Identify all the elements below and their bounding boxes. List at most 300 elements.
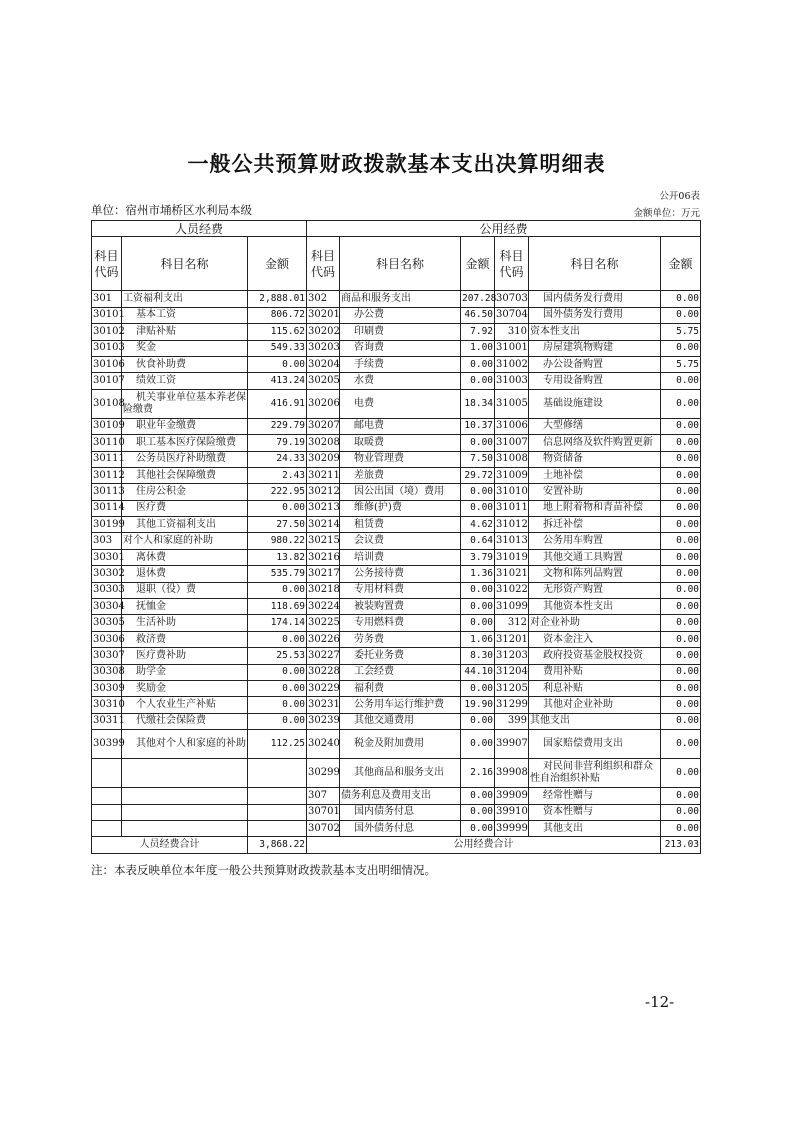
personnel-code: 30311 [92,713,122,729]
public-code: 30215 [307,533,340,549]
personnel-amount: 174.14 [248,615,307,631]
personnel-amount: 118.69 [248,599,307,615]
public-code: 310 [495,324,529,340]
public-amount: 0.00 [661,307,701,323]
header-amount: 金额 [661,237,701,291]
public-amount: 46.50 [461,307,495,323]
public-total-amount: 213.03 [661,837,701,854]
personnel-amount: 535.79 [248,566,307,582]
personnel-amount: 25.53 [248,648,307,664]
public-code: 30202 [307,324,340,340]
public-code: 31008 [495,451,529,467]
public-amount: 1.00 [461,340,495,356]
personnel-amount: 0.00 [248,631,307,647]
public-name: 工会经费 [340,664,461,680]
header-code: 科目代码 [92,237,122,291]
public-name: 劳务费 [340,631,461,647]
public-code: 399 [495,713,529,729]
public-amount: 18.34 [461,389,495,418]
public-code: 30228 [307,664,340,680]
totals-row [92,837,701,854]
public-name: 无形资产购置 [529,582,661,598]
public-code: 31203 [495,648,529,664]
personnel-total-label: 人员经费合计 [92,837,248,854]
public-name: 取暖费 [340,435,461,451]
table-row [92,697,701,713]
public-amount: 0.00 [461,484,495,500]
public-amount: 0.00 [661,435,701,451]
public-amount: 5.75 [661,324,701,340]
personnel-code: 30399 [92,730,122,759]
public-amount: 29.72 [461,467,495,483]
public-amount: 2.16 [461,759,495,788]
header-name: 科目名称 [122,237,248,291]
public-name: 土地补偿 [529,467,661,483]
personnel-amount: 0.00 [248,680,307,696]
personnel-name: 退休费 [122,566,248,582]
public-code: 312 [495,615,529,631]
personnel-amount: 79.19 [248,435,307,451]
public-code: 30240 [307,730,340,759]
public-name: 文物和陈列品购置 [529,566,661,582]
public-amount: 1.36 [461,566,495,582]
public-code: 31201 [495,631,529,647]
public-name: 国外债务付息 [340,820,461,836]
public-name: 资本性支出 [529,324,661,340]
public-name: 大型修缮 [529,418,661,434]
public-code: 30208 [307,435,340,451]
table-row [92,582,701,598]
public-amount: 0.00 [661,291,701,307]
public-amount: 0.00 [661,697,701,713]
public-name: 会议费 [340,533,461,549]
public-name: 印刷费 [340,324,461,340]
header-amount: 金额 [461,237,495,291]
public-name: 办公设备购置 [529,356,661,372]
public-code: 31011 [495,500,529,516]
public-amount: 0.00 [461,713,495,729]
public-code: 30227 [307,648,340,664]
public-name: 公务用车运行维护费 [340,697,461,713]
public-amount: 0.00 [661,549,701,565]
personnel-name: 奖金 [122,340,248,356]
public-code: 30299 [307,759,340,788]
public-name: 电费 [340,389,461,418]
public-code: 30212 [307,484,340,500]
public-code: 30203 [307,340,340,356]
personnel-amount: 0.00 [248,582,307,598]
personnel-code: 30302 [92,566,122,582]
table-row [92,484,701,500]
public-amount: 0.00 [461,820,495,836]
public-amount: 0.00 [661,759,701,788]
public-amount: 5.75 [661,356,701,372]
public-code: 31021 [495,566,529,582]
public-amount: 0.00 [661,373,701,389]
table-row [92,533,701,549]
public-name: 经常性赠与 [529,788,661,804]
public-code: 31001 [495,340,529,356]
reporting-unit: 单位：宿州市埇桥区水利局本级 [91,203,252,217]
personnel-name: 抚恤金 [122,599,248,615]
public-code: 31019 [495,549,529,565]
public-name: 专用燃料费 [340,615,461,631]
public-name: 办公费 [340,307,461,323]
public-amount: 1.06 [461,631,495,647]
personnel-amount [248,788,307,804]
table-row [92,356,701,372]
public-name: 手续费 [340,356,461,372]
public-code: 30214 [307,517,340,533]
public-name: 利息补贴 [529,680,661,696]
public-name: 委托业务费 [340,648,461,664]
public-name: 专用材料费 [340,582,461,598]
public-name: 对民间非营利组织和群众性自治组织补贴 [529,759,661,788]
public-code: 31007 [495,435,529,451]
public-amount: 0.00 [461,788,495,804]
public-code: 30207 [307,418,340,434]
public-name: 国内债务发行费用 [529,291,661,307]
public-code: 30204 [307,356,340,372]
public-amount: 10.37 [461,418,495,434]
public-name: 拆迁补偿 [529,517,661,533]
table-row [92,307,701,323]
public-name: 租赁费 [340,517,461,533]
column-header-row [92,237,701,291]
personnel-amount: 27.50 [248,517,307,533]
personnel-name: 其他工资福利支出 [122,517,248,533]
public-name: 对企业补助 [529,615,661,631]
public-code: 30704 [495,307,529,323]
personnel-name: 救济费 [122,631,248,647]
public-code: 39908 [495,759,529,788]
personnel-code [92,788,122,804]
header-code: 科目代码 [307,237,340,291]
public-code: 30206 [307,389,340,418]
personnel-name: 职业年金缴费 [122,418,248,434]
personnel-name: 公务员医疗补助缴费 [122,451,248,467]
public-total-label: 公用经费合计 [307,837,661,854]
personnel-amount: 112.25 [248,730,307,759]
public-name: 差旅费 [340,467,461,483]
personnel-amount: 115.62 [248,324,307,340]
personnel-amount: 416.91 [248,389,307,418]
public-name: 因公出国（境）费用 [340,484,461,500]
personnel-amount [248,820,307,836]
page-title: 一般公共预算财政拨款基本支出决算明细表 [187,151,606,176]
public-amount: 3.79 [461,549,495,565]
personnel-amount: 0.00 [248,500,307,516]
public-name: 其他资本性支出 [529,599,661,615]
table-row [92,340,701,356]
public-name: 税金及附加费用 [340,730,461,759]
public-amount: 7.92 [461,324,495,340]
personnel-code: 30101 [92,307,122,323]
public-amount: 0.00 [461,599,495,615]
table-row [92,759,701,788]
public-amount: 0.00 [461,435,495,451]
personnel-name [122,759,248,788]
public-code: 30229 [307,680,340,696]
public-code: 30702 [307,820,340,836]
public-amount: 0.00 [661,713,701,729]
personnel-amount: 229.79 [248,418,307,434]
public-amount: 0.00 [661,451,701,467]
public-amount: 0.00 [661,500,701,516]
personnel-code: 30114 [92,500,122,516]
public-code: 31299 [495,697,529,713]
public-amount: 0.00 [661,566,701,582]
personnel-amount: 2.43 [248,467,307,483]
personnel-name: 代缴社会保险费 [122,713,248,729]
personnel-amount: 0.00 [248,713,307,729]
personnel-amount: 222.95 [248,484,307,500]
personnel-amount: 0.00 [248,356,307,372]
public-amount: 0.64 [461,533,495,549]
personnel-name: 机关事业单位基本养老保险缴费 [122,389,248,418]
public-amount: 0.00 [661,533,701,549]
table-row [92,615,701,631]
public-code: 39910 [495,804,529,820]
public-amount: 0.00 [661,517,701,533]
personnel-code: 30307 [92,648,122,664]
personnel-code: 30301 [92,549,122,565]
personnel-name: 绩效工资 [122,373,248,389]
table-row [92,373,701,389]
public-name: 债务利息及费用支出 [340,788,461,804]
public-name: 安置补助 [529,484,661,500]
personnel-name [122,820,248,836]
table-row [92,713,701,729]
public-name: 培训费 [340,549,461,565]
public-name: 基础设施建设 [529,389,661,418]
public-code: 30217 [307,566,340,582]
header-code: 科目代码 [495,237,529,291]
personnel-code: 30199 [92,517,122,533]
public-amount: 0.00 [661,582,701,598]
public-amount: 44.10 [461,664,495,680]
public-name: 其他交通费用 [340,713,461,729]
public-code: 31099 [495,599,529,615]
public-name: 政府投资基金股权投资 [529,648,661,664]
personnel-code: 30303 [92,582,122,598]
public-code: 30205 [307,373,340,389]
table-row [92,631,701,647]
personnel-code: 30108 [92,389,122,418]
table-row [92,500,701,516]
public-code: 30211 [307,467,340,483]
public-code: 30703 [495,291,529,307]
personnel-name: 伙食补助费 [122,356,248,372]
public-amount: 0.00 [661,599,701,615]
public-amount: 0.00 [661,615,701,631]
public-name: 福利费 [340,680,461,696]
public-amount: 19.90 [461,697,495,713]
public-name: 资本金注入 [529,631,661,647]
header-amount: 金额 [248,237,307,291]
public-code: 31204 [495,664,529,680]
personnel-amount: 0.00 [248,664,307,680]
public-amount: 0.00 [461,615,495,631]
public-name: 国家赔偿费用支出 [529,730,661,759]
public-code: 30218 [307,582,340,598]
public-code: 31205 [495,680,529,696]
public-name: 维修(护)费 [340,500,461,516]
personnel-name: 生活补助 [122,615,248,631]
group-header-row [92,221,701,237]
public-amount: 0.00 [661,804,701,820]
personnel-name: 工资福利支出 [122,291,248,307]
public-amount: 0.00 [661,730,701,759]
table-row [92,788,701,804]
table-row [92,435,701,451]
table-row [92,418,701,434]
personnel-code: 30305 [92,615,122,631]
public-name: 其他支出 [529,713,661,729]
public-amount: 0.00 [661,664,701,680]
public-code: 31012 [495,517,529,533]
personnel-code: 30304 [92,599,122,615]
personnel-code: 30308 [92,664,122,680]
public-amount: 8.30 [461,648,495,664]
header-name: 科目名称 [340,237,461,291]
public-name: 物资储备 [529,451,661,467]
group-public: 公用经费 [307,221,701,237]
table-row [92,664,701,680]
personnel-code: 30112 [92,467,122,483]
public-name: 商品和服务支出 [340,291,461,307]
public-code: 39909 [495,788,529,804]
personnel-code [92,804,122,820]
public-code: 302 [307,291,340,307]
public-name: 资本性赠与 [529,804,661,820]
public-code: 31022 [495,582,529,598]
public-code: 30231 [307,697,340,713]
public-name: 房屋建筑物购建 [529,340,661,356]
personnel-code: 303 [92,533,122,549]
public-code: 30226 [307,631,340,647]
personnel-code: 30111 [92,451,122,467]
personnel-amount: 2,888.01 [248,291,307,307]
personnel-code: 30310 [92,697,122,713]
public-code: 31009 [495,467,529,483]
public-code: 30216 [307,549,340,565]
public-amount: 0.00 [461,680,495,696]
public-code: 30701 [307,804,340,820]
public-code: 307 [307,788,340,804]
public-amount: 0.00 [461,373,495,389]
public-name: 地上附着物和青苗补偿 [529,500,661,516]
public-name: 公务接待费 [340,566,461,582]
public-name: 物业管理费 [340,451,461,467]
personnel-name: 对个人和家庭的补助 [122,533,248,549]
personnel-name: 医疗费 [122,500,248,516]
table-row [92,451,701,467]
public-amount: 0.00 [461,356,495,372]
public-amount: 0.00 [661,340,701,356]
form-number: 公开06表 [659,191,700,202]
personnel-name [122,804,248,820]
public-code: 30224 [307,599,340,615]
personnel-code: 30107 [92,373,122,389]
public-name: 国内债务付息 [340,804,461,820]
public-name: 国外债务发行费用 [529,307,661,323]
personnel-amount [248,804,307,820]
personnel-code [92,759,122,788]
table-row [92,648,701,664]
public-name: 费用补贴 [529,664,661,680]
table-row [92,324,701,340]
public-name: 其他交通工具购置 [529,549,661,565]
public-amount: 0.00 [661,788,701,804]
personnel-name: 基本工资 [122,307,248,323]
public-amount: 0.00 [661,680,701,696]
personnel-amount: 549.33 [248,340,307,356]
public-name: 水费 [340,373,461,389]
public-amount: 0.00 [461,500,495,516]
public-amount: 0.00 [661,389,701,418]
public-amount: 0.00 [661,648,701,664]
public-code: 30209 [307,451,340,467]
personnel-total-amount: 3,868.22 [248,837,307,854]
public-code: 30201 [307,307,340,323]
public-amount: 207.28 [461,291,495,307]
personnel-amount: 24.33 [248,451,307,467]
personnel-amount: 806.72 [248,307,307,323]
group-personnel: 人员经费 [92,221,307,237]
table-row [92,804,701,820]
personnel-name: 职工基本医疗保险缴费 [122,435,248,451]
public-code: 31013 [495,533,529,549]
public-code: 31003 [495,373,529,389]
public-name: 其他支出 [529,820,661,836]
table-row [92,599,701,615]
public-code: 30213 [307,500,340,516]
page-number: -12- [645,993,675,1011]
public-code: 30239 [307,713,340,729]
personnel-code: 30109 [92,418,122,434]
amount-unit: 金额单位：万元 [633,208,700,219]
personnel-amount: 980.22 [248,533,307,549]
public-amount: 0.00 [661,418,701,434]
public-amount: 0.00 [661,820,701,836]
public-code: 30225 [307,615,340,631]
public-amount: 0.00 [661,484,701,500]
personnel-code: 30306 [92,631,122,647]
personnel-code: 301 [92,291,122,307]
public-name: 其他对企业补助 [529,697,661,713]
personnel-name: 助学金 [122,664,248,680]
public-code: 31002 [495,356,529,372]
public-name: 被装购置费 [340,599,461,615]
personnel-name: 其他社会保障缴费 [122,467,248,483]
personnel-code: 30106 [92,356,122,372]
table-row [92,680,701,696]
personnel-name: 其他对个人和家庭的补助 [122,730,248,759]
public-amount: 0.00 [661,631,701,647]
personnel-name: 住房公积金 [122,484,248,500]
public-code: 31010 [495,484,529,500]
public-name: 邮电费 [340,418,461,434]
header-name: 科目名称 [529,237,661,291]
public-amount: 0.00 [461,804,495,820]
personnel-name: 医疗费补助 [122,648,248,664]
table-row [92,549,701,565]
personnel-name: 离休费 [122,549,248,565]
public-name: 专用设备购置 [529,373,661,389]
public-amount: 0.00 [461,582,495,598]
expenditure-table [91,220,701,854]
